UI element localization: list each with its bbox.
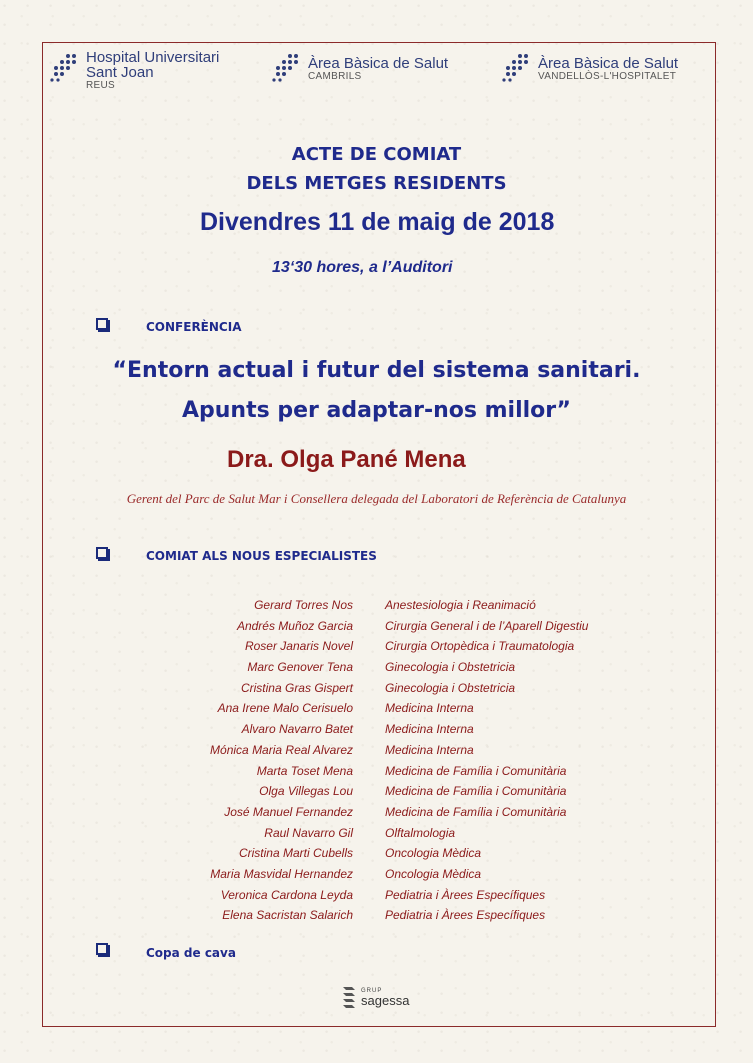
graduate-name: Gerard Torres Nos	[254, 598, 353, 612]
graduate-specialty: Pediatria i Àrees Específiques	[385, 908, 546, 923]
list-item	[0, 619, 753, 640]
graduate-specialty: Oncologia Mèdica	[385, 866, 482, 881]
graduate-name: José Manuel Fernandez	[224, 804, 353, 819]
dots-logo-icon	[50, 52, 80, 82]
graduate-name: Veronica Cardona Leyda	[220, 887, 353, 902]
graduate-specialty: Olftalmologia	[385, 825, 456, 840]
graduate-specialty: Medicina de Família i Comunitària	[385, 804, 567, 819]
cava-label: Copa de cava	[146, 946, 236, 960]
graduates-list	[0, 598, 753, 929]
logo-line1: Àrea Bàsica de Salut	[538, 55, 679, 72]
list-item	[0, 888, 753, 909]
event-title-line1: ACTE DE COMIAT	[291, 144, 462, 165]
graduate-specialty: Medicina de Família i Comunitària	[385, 784, 567, 799]
graduate-name: Marta Toset Mena	[256, 763, 353, 778]
graduate-specialty: Cirurgia General i de l’Aparell Digestiu	[385, 618, 589, 633]
checkbox-bullet-icon	[96, 318, 108, 330]
footer-group: GRUP	[361, 987, 383, 994]
graduate-specialty: Pediatria i Àrees Específiques	[385, 887, 546, 902]
graduate-name: Ana Irene Malo Cerisuelo	[217, 701, 353, 716]
graduate-specialty: Cirurgia Ortopèdica i Traumatologia	[385, 639, 575, 654]
speaker-name: Dra. Olga Pané Mena	[227, 446, 466, 473]
list-item	[0, 805, 753, 826]
event-title-line2: DELS METGES RESIDENTS	[246, 173, 507, 194]
speaker-role: Gerent del Parc de Salut Mar i Consellera delegada del Laboratori de Referència de Catalunya	[126, 491, 627, 506]
logo-line2: VANDELLÒS-L'HOSPITALET	[538, 71, 677, 82]
farewell-label: COMIAT ALS NOUS ESPECIALISTES	[146, 549, 377, 563]
event-title	[0, 140, 753, 198]
graduate-name: Mónica Maria Real Alvarez	[210, 742, 353, 757]
graduate-specialty: Ginecologia i Obstetricia	[385, 680, 516, 695]
graduate-name: Alvaro Navarro Batet	[241, 722, 353, 737]
event-date: Divendres 11 de maig de 2018	[200, 208, 555, 236]
graduate-name: Cristina Marti Cubells	[238, 846, 353, 861]
event-time-place: 13‘30 hores, a l’Auditori	[272, 259, 453, 276]
list-item	[0, 784, 753, 805]
list-item	[0, 722, 753, 743]
graduate-specialty: Medicina Interna	[385, 742, 474, 757]
graduate-specialty: Ginecologia i Obstetricia	[385, 660, 516, 675]
footer-name: sagessa	[361, 992, 410, 1008]
logo-line2: CAMBRILS	[308, 71, 362, 82]
conference-label: CONFERÈNCIA	[146, 320, 242, 334]
conference-quote-line2: Apunts per adaptar-nos millor”	[182, 398, 571, 423]
list-item	[0, 681, 753, 702]
logo-abs-cambrils	[272, 50, 448, 83]
footer-logo-sagessa	[340, 984, 409, 1010]
checkbox-bullet-icon	[96, 547, 108, 559]
conference-quote-line1: “Entorn actual i futur del sistema sanitari.	[112, 358, 641, 383]
list-item	[0, 846, 753, 867]
graduate-name: Cristina Gras Gispert	[240, 680, 353, 695]
graduate-specialty: Medicina Interna	[385, 722, 474, 737]
list-item	[0, 908, 753, 929]
graduate-name: Marc Genover Tena	[247, 660, 353, 675]
graduate-name: Raul Navarro Gil	[264, 825, 353, 840]
logo-line1: Àrea Bàsica de Salut	[308, 55, 449, 72]
graduate-specialty: Medicina Interna	[385, 701, 474, 716]
checkbox-bullet-icon	[96, 943, 108, 955]
graduate-name: Olga Villegas Lou	[259, 784, 353, 799]
logo-line3: REUS	[86, 80, 115, 91]
graduate-name: Elena Sacristan Salarich	[222, 908, 353, 923]
list-item	[0, 701, 753, 722]
list-item	[0, 598, 753, 619]
list-item	[0, 743, 753, 764]
list-item	[0, 867, 753, 888]
list-item	[0, 660, 753, 681]
logo-line1: Hospital Universitari	[86, 49, 220, 66]
list-item	[0, 764, 753, 785]
logo-hospital-sant-joan	[50, 50, 219, 92]
graduate-name: Andrés Muñoz Garcia	[236, 618, 353, 633]
logo-abs-vandellos	[502, 50, 678, 83]
logo-line2: Sant Joan	[86, 64, 154, 81]
graduate-name: Maria Masvidal Hernandez	[210, 866, 353, 881]
graduate-specialty: Oncologia Mèdica	[385, 846, 482, 861]
graduate-name: Roser Janaris Novel	[244, 639, 353, 654]
dots-logo-icon	[272, 52, 302, 82]
sagessa-logo-icon	[340, 984, 358, 1010]
graduate-specialty: Medicina de Família i Comunitària	[385, 763, 567, 778]
list-item	[0, 639, 753, 660]
graduate-specialty: Anestesiologia i Reanimació	[385, 598, 536, 612]
dots-logo-icon	[502, 52, 532, 82]
list-item	[0, 826, 753, 847]
